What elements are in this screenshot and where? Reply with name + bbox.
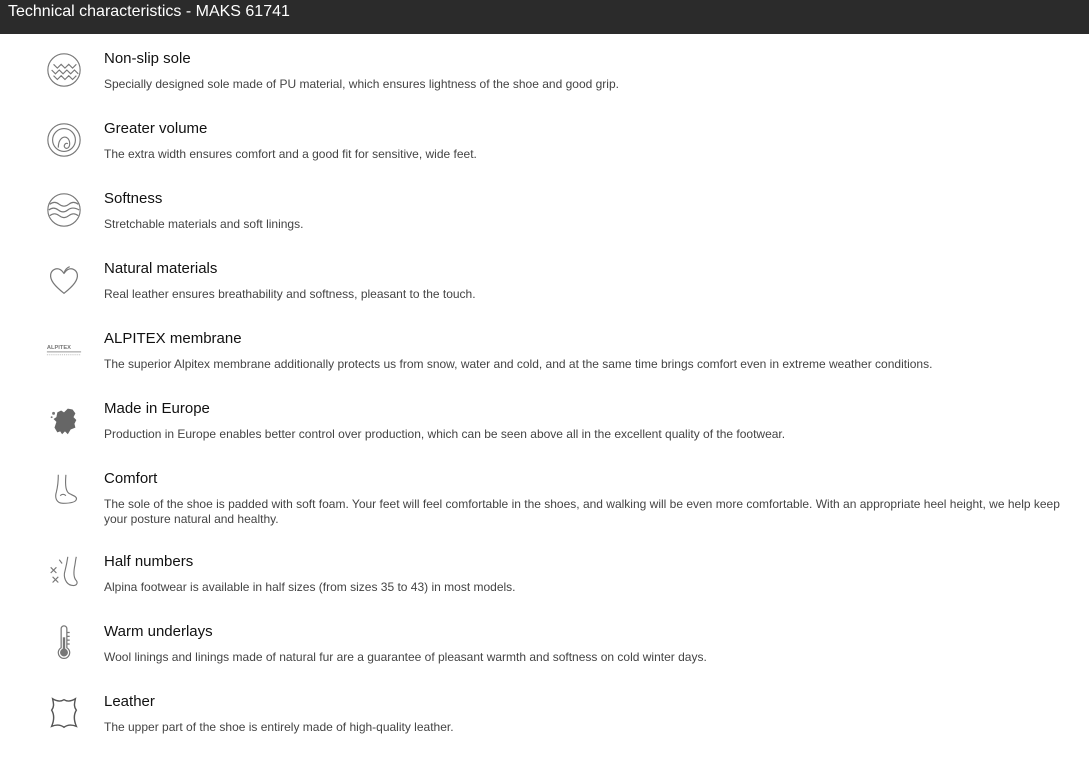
feature-description: The sole of the shoe is padded with soft foam. Your feet will feel comfortable in the shoes, and walking will be even more comfortable. With an appropriate heel height, we help keep your posture natural and healthy. bbox=[104, 497, 1060, 526]
feature-title: ALPITEX membrane bbox=[104, 330, 242, 347]
feature-title: Half numbers bbox=[104, 553, 194, 570]
feature-title: Greater volume bbox=[104, 120, 208, 137]
feature-description: Stretchable materials and soft linings. bbox=[104, 217, 304, 231]
feature-title: Warm underlays bbox=[104, 623, 213, 640]
feature-title: Softness bbox=[104, 190, 163, 207]
feature-description: Wool linings and linings made of natural fur are a guarantee of pleasant warmth and softness on cold winter days. bbox=[104, 650, 707, 664]
greater-volume-icon bbox=[44, 120, 84, 160]
feature-title: Leather bbox=[104, 693, 155, 710]
half-numbers-foot-icon bbox=[44, 553, 84, 593]
europe-map-icon bbox=[44, 400, 84, 440]
comfort-foot-icon bbox=[44, 470, 84, 510]
feature-description: The upper part of the shoe is entirely made of high-quality leather. bbox=[104, 720, 454, 734]
feature-title: Natural materials bbox=[104, 260, 218, 277]
feature-title: Made in Europe bbox=[104, 400, 210, 417]
natural-materials-icon bbox=[44, 260, 84, 300]
feature-description: Production in Europe enables better control over production, which can be seen above all in the excellent quality of the footwear. bbox=[104, 427, 786, 441]
thermometer-icon bbox=[44, 623, 84, 663]
feature-description: Specially designed sole made of PU material, which ensures lightness of the shoe and good grip. bbox=[104, 77, 619, 91]
feature-description: The extra width ensures comfort and a good fit for sensitive, wide feet. bbox=[104, 147, 477, 161]
feature-title: Comfort bbox=[104, 470, 158, 487]
alpitex-membrane-icon bbox=[44, 330, 84, 370]
feature-description: Real leather ensures breathability and softness, pleasant to the touch. bbox=[104, 287, 476, 301]
page-header bbox=[0, 0, 1089, 34]
feature-title: Non-slip sole bbox=[104, 50, 191, 67]
feature-description: Alpina footwear is available in half sizes (from sizes 35 to 43) in most models. bbox=[104, 580, 516, 594]
leather-hide-icon bbox=[44, 693, 84, 733]
alpitex-logo-text: ALPITEX bbox=[46, 345, 71, 352]
softness-icon bbox=[44, 190, 84, 230]
non-slip-sole-icon bbox=[44, 50, 84, 90]
feature-description: The superior Alpitex membrane additionally protects us from snow, water and cold, and at the same time brings comfort even in extreme weather conditions. bbox=[104, 357, 933, 371]
page-title: Technical characteristics - MAKS 61741 bbox=[8, 3, 290, 20]
